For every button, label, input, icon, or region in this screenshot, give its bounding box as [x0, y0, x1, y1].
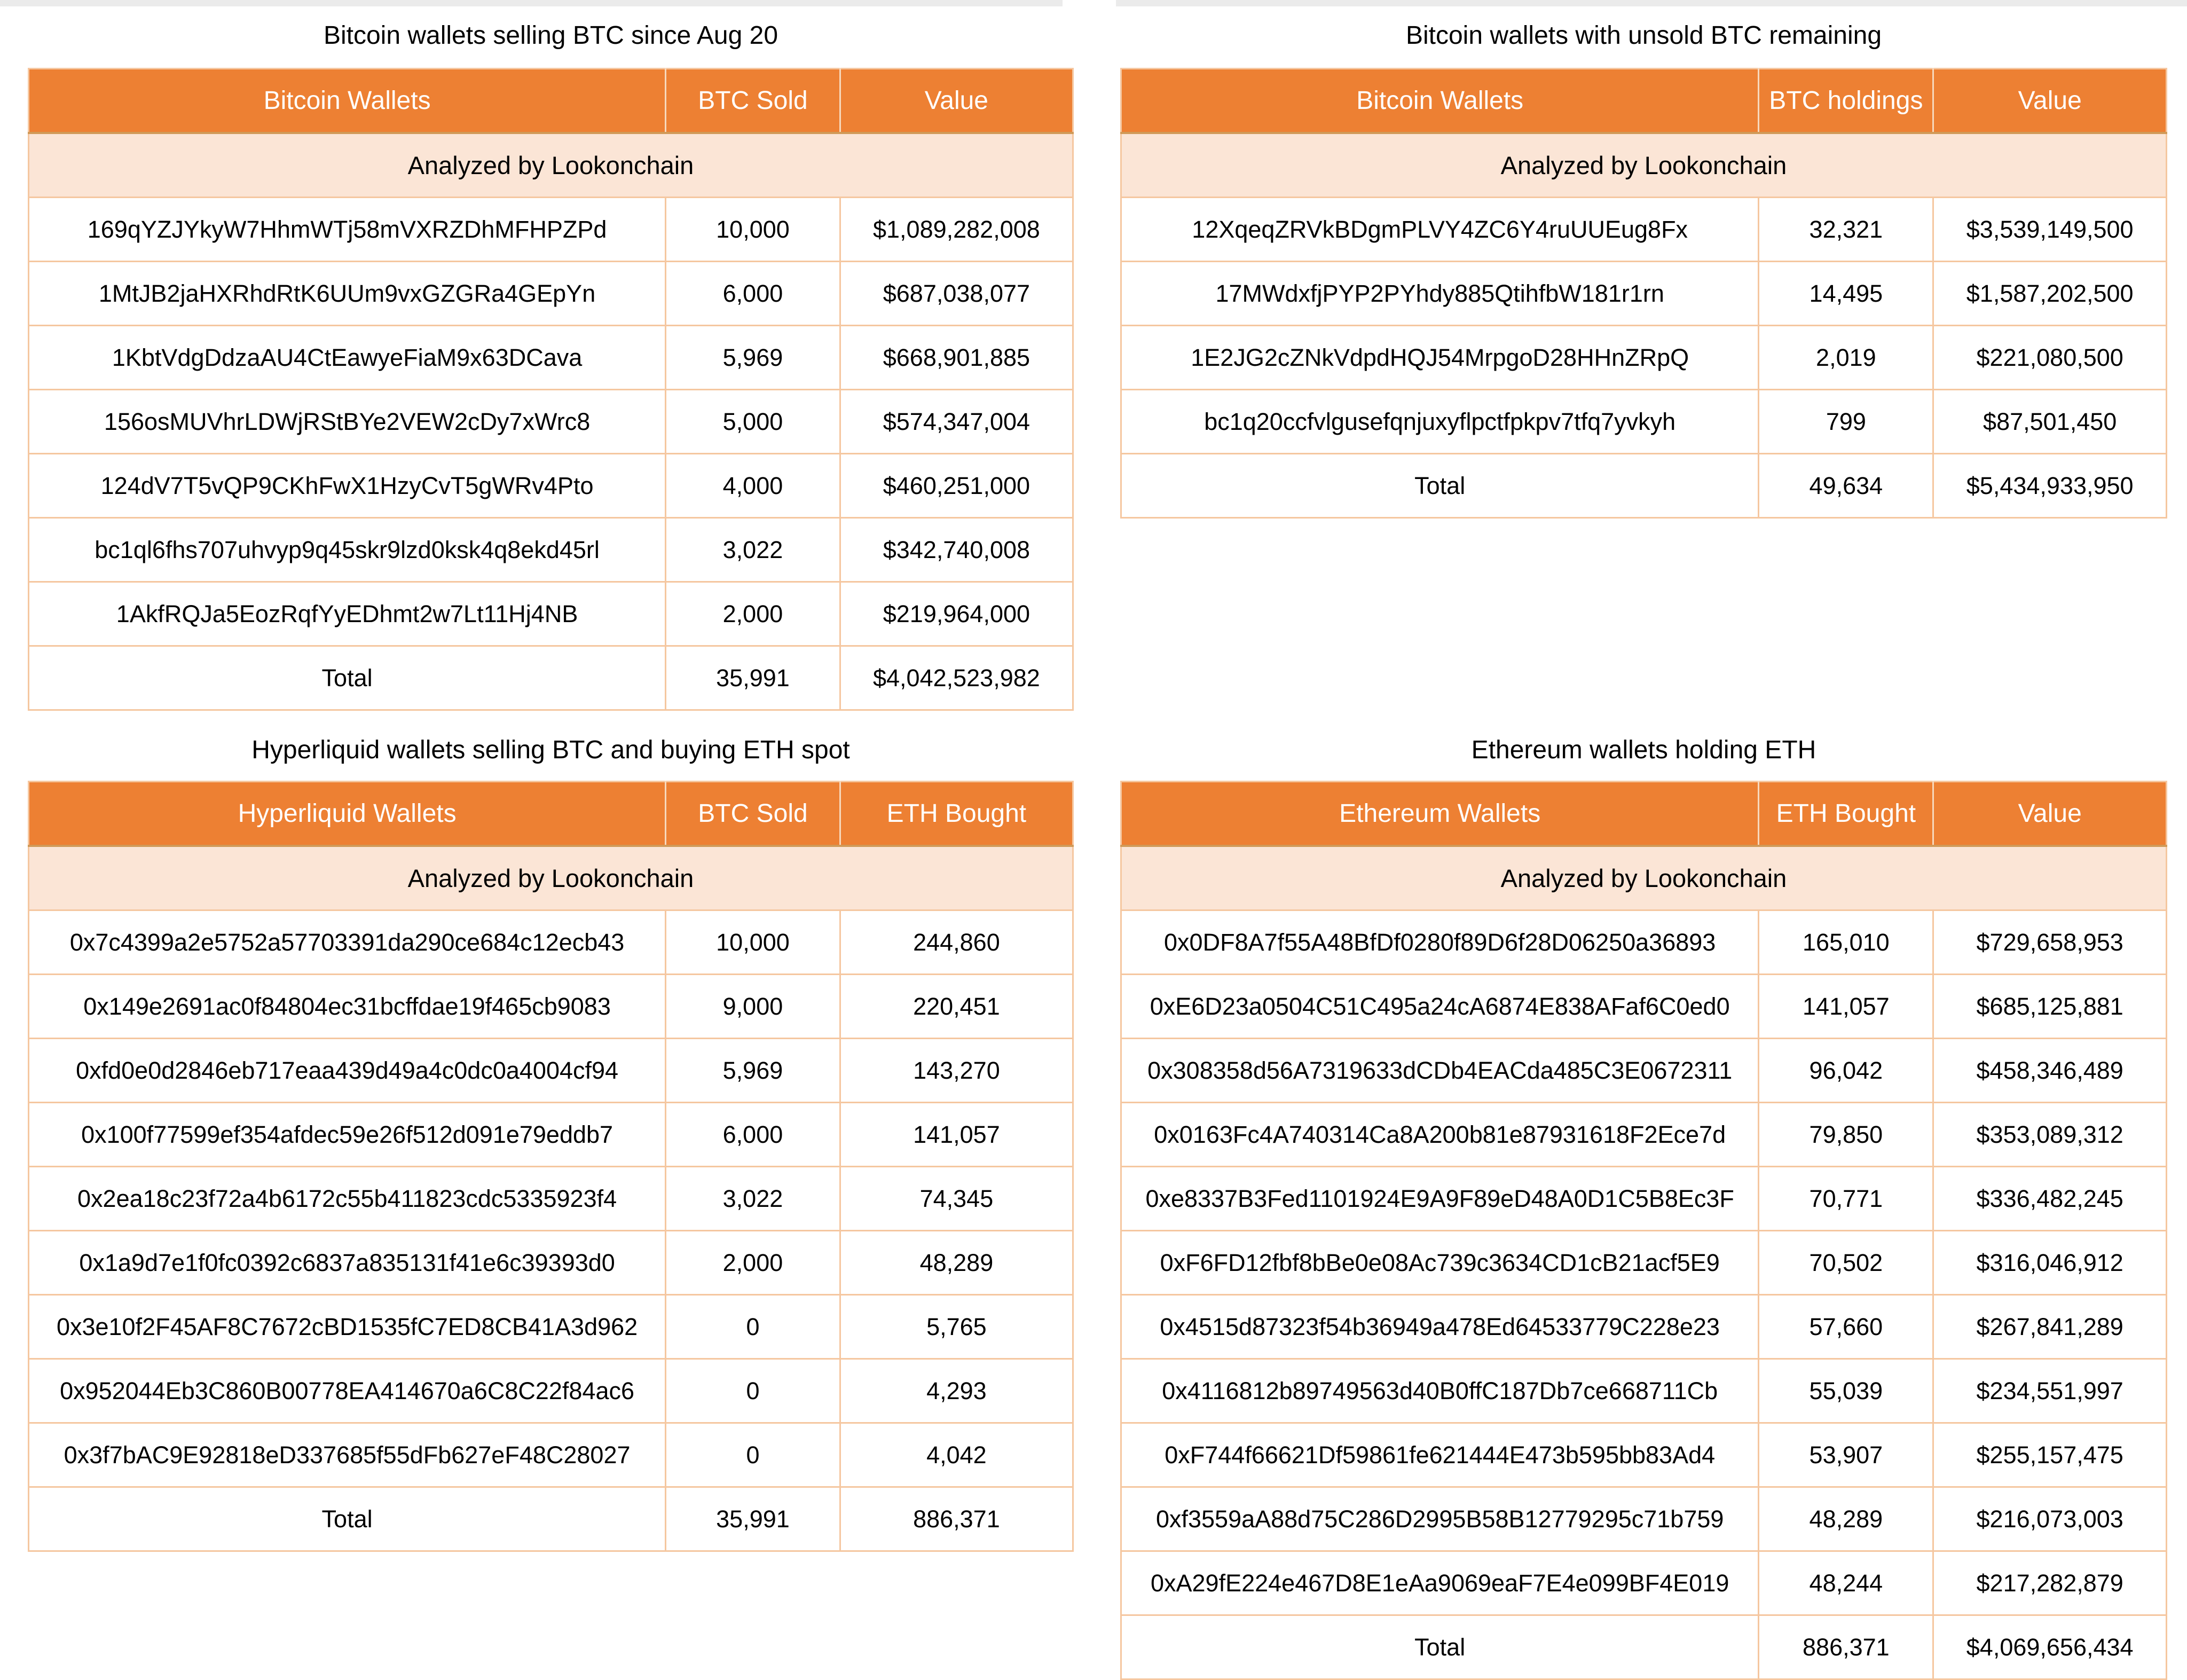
- wallet-address-cell: 0x2ea18c23f72a4b6172c55b411823cdc5335923f4: [29, 1167, 666, 1231]
- total-row: [29, 1487, 1073, 1551]
- total-value-cell: 49,634: [1759, 454, 1933, 518]
- value-cell: $221,080,500: [1933, 326, 2167, 390]
- table-row: [29, 582, 1073, 646]
- wallet-address-cell: 1MtJB2jaHXRhdRtK6UUm9vxGZGRa4GEpYn: [29, 262, 666, 326]
- amount-cell: 2,000: [666, 582, 840, 646]
- analyzed-by-label: Analyzed by Lookonchain: [1121, 133, 2167, 198]
- value-cell: 5,765: [840, 1295, 1073, 1359]
- table-row: [1121, 910, 2167, 975]
- column-header-value: Value: [1933, 782, 2167, 846]
- column-header-btc-sold: BTC Sold: [666, 69, 840, 134]
- amount-cell: 2,019: [1759, 326, 1933, 390]
- header-row: [29, 69, 1073, 134]
- table-row: [1121, 1423, 2167, 1487]
- value-cell: $316,046,912: [1933, 1231, 2167, 1295]
- wallet-address-cell: 156osMUVhrLDWjRStBYe2VEW2cDy7xWrc8: [29, 390, 666, 454]
- wallet-address-cell: 0x3e10f2F45AF8C7672cBD1535fC7ED8CB41A3d962: [29, 1295, 666, 1359]
- value-cell: 141,057: [840, 1103, 1073, 1167]
- table-row: [1121, 390, 2167, 454]
- analyzed-by-label: Analyzed by Lookonchain: [29, 133, 1073, 198]
- table-title-eth-holding: Ethereum wallets holding ETH: [1471, 736, 1816, 764]
- amount-cell: 96,042: [1759, 1039, 1933, 1103]
- wallet-address-cell: bc1q20ccfvlgusefqnjuxyflpctfpkpv7tfq7yvkyh: [1121, 390, 1759, 454]
- amount-cell: 70,502: [1759, 1231, 1933, 1295]
- amount-cell: 165,010: [1759, 910, 1933, 975]
- wallet-address-cell: 12XqeqZRVkBDgmPLVY4ZC6Y4ruUUEug8Fx: [1121, 198, 1759, 262]
- total-label-cell: Total: [1121, 1615, 1759, 1679]
- amount-cell: 5,969: [666, 326, 840, 390]
- table-row: [1121, 1167, 2167, 1231]
- table-row: [1121, 975, 2167, 1039]
- value-cell: $460,251,000: [840, 454, 1073, 518]
- table-row: [1121, 1039, 2167, 1103]
- amount-cell: 3,022: [666, 518, 840, 582]
- column-header-wallets: Bitcoin Wallets: [1121, 69, 1759, 134]
- analyzed-by-label: Analyzed by Lookonchain: [1121, 846, 2167, 910]
- amount-cell: 5,969: [666, 1039, 840, 1103]
- value-cell: $87,501,450: [1933, 390, 2167, 454]
- amount-cell: 10,000: [666, 910, 840, 975]
- wallet-address-cell: 0xF744f66621Df59861fe621444E473b595bb83Ad4: [1121, 1423, 1759, 1487]
- wallet-address-cell: 0xe8337B3Fed1101924E9A9F89eD48A0D1C5B8Ec3F: [1121, 1167, 1759, 1231]
- amount-cell: 48,289: [1759, 1487, 1933, 1551]
- table-row: [1121, 198, 2167, 262]
- table-row: [29, 390, 1073, 454]
- amount-cell: 0: [666, 1359, 840, 1423]
- value-cell: $3,539,149,500: [1933, 198, 2167, 262]
- value-cell: 244,860: [840, 910, 1073, 975]
- wallet-address-cell: 1KbtVdgDdzaAU4CtEawyeFiaM9x63DCava: [29, 326, 666, 390]
- value-cell: 143,270: [840, 1039, 1073, 1103]
- table-row: [29, 326, 1073, 390]
- header-row: [29, 782, 1073, 846]
- value-cell: 220,451: [840, 975, 1073, 1039]
- analyzed-by-label: Analyzed by Lookonchain: [29, 846, 1073, 910]
- table-row: [29, 1103, 1073, 1167]
- table-btc-unsold: [1120, 68, 2167, 519]
- header-row: [1121, 69, 2167, 134]
- total-value-cell: $4,042,523,982: [840, 646, 1073, 710]
- header-row: [1121, 782, 2167, 846]
- screenshot-top-edge-left: [0, 0, 1063, 6]
- wallet-address-cell: 0x0DF8A7f55A48BfDf0280f89D6f28D06250a36893: [1121, 910, 1759, 975]
- column-header-eth-bought: ETH Bought: [840, 782, 1073, 846]
- value-cell: 4,293: [840, 1359, 1073, 1423]
- table-title-btc-selling: Bitcoin wallets selling BTC since Aug 20: [323, 21, 778, 50]
- value-cell: $342,740,008: [840, 518, 1073, 582]
- wallet-address-cell: 0x100f77599ef354afdec59e26f512d091e79eddb7: [29, 1103, 666, 1167]
- column-header-btc-holdings: BTC holdings: [1759, 69, 1933, 134]
- value-cell: $668,901,885: [840, 326, 1073, 390]
- amount-cell: 48,244: [1759, 1551, 1933, 1615]
- value-cell: $219,964,000: [840, 582, 1073, 646]
- amount-cell: 0: [666, 1423, 840, 1487]
- total-value-cell: 35,991: [666, 646, 840, 710]
- wallet-address-cell: 0x0163Fc4A740314Ca8A200b81e87931618F2Ece7d: [1121, 1103, 1759, 1167]
- value-cell: $458,346,489: [1933, 1039, 2167, 1103]
- total-value-cell: 35,991: [666, 1487, 840, 1551]
- total-row: [1121, 1615, 2167, 1679]
- wallet-address-cell: 0x4116812b89749563d40B0ffC187Db7ce668711Cb: [1121, 1359, 1759, 1423]
- value-cell: $267,841,289: [1933, 1295, 2167, 1359]
- amount-cell: 57,660: [1759, 1295, 1933, 1359]
- value-cell: $336,482,245: [1933, 1167, 2167, 1231]
- amount-cell: 3,022: [666, 1167, 840, 1231]
- value-cell: $234,551,997: [1933, 1359, 2167, 1423]
- analyzed-by-row: [1121, 133, 2167, 198]
- table-row: [1121, 1487, 2167, 1551]
- amount-cell: 10,000: [666, 198, 840, 262]
- table-row: [1121, 1359, 2167, 1423]
- total-label-cell: Total: [29, 1487, 666, 1551]
- table-btc-selling: [28, 68, 1074, 711]
- amount-cell: 9,000: [666, 975, 840, 1039]
- table-title-btc-unsold: Bitcoin wallets with unsold BTC remaining: [1405, 21, 1882, 50]
- table-row: [1121, 1231, 2167, 1295]
- amount-cell: 70,771: [1759, 1167, 1933, 1231]
- table-row: [29, 1423, 1073, 1487]
- table-eth-holding: [1120, 781, 2167, 1680]
- column-header-wallets: Hyperliquid Wallets: [29, 782, 666, 846]
- amount-cell: 79,850: [1759, 1103, 1933, 1167]
- table-row: [1121, 262, 2167, 326]
- amount-cell: 6,000: [666, 1103, 840, 1167]
- amount-cell: 141,057: [1759, 975, 1933, 1039]
- table-row: [29, 975, 1073, 1039]
- value-cell: $729,658,953: [1933, 910, 2167, 975]
- column-header-wallets: Ethereum Wallets: [1121, 782, 1759, 846]
- amount-cell: 799: [1759, 390, 1933, 454]
- value-cell: $687,038,077: [840, 262, 1073, 326]
- column-header-value: Value: [840, 69, 1073, 134]
- wallet-address-cell: 124dV7T5vQP9CKhFwX1HzyCvT5gWRv4Pto: [29, 454, 666, 518]
- analyzed-by-row: [29, 133, 1073, 198]
- table-row: [29, 1295, 1073, 1359]
- wallet-address-cell: 0x149e2691ac0f84804ec31bcffdae19f465cb9083: [29, 975, 666, 1039]
- table-row: [29, 1167, 1073, 1231]
- wallet-address-cell: 0xfd0e0d2846eb717eaa439d49a4c0dc0a4004cf94: [29, 1039, 666, 1103]
- table-hyperliquid: [28, 781, 1074, 1552]
- amount-cell: 6,000: [666, 262, 840, 326]
- amount-cell: 2,000: [666, 1231, 840, 1295]
- wallet-address-cell: 0x308358d56A7319633dCDb4EACda485C3E0672311: [1121, 1039, 1759, 1103]
- total-value-cell: 886,371: [1759, 1615, 1933, 1679]
- wallet-address-cell: 0xF6FD12fbf8bBe0e08Ac739c3634CD1cB21acf5E9: [1121, 1231, 1759, 1295]
- analyzed-by-row: [29, 846, 1073, 910]
- value-cell: 4,042: [840, 1423, 1073, 1487]
- value-cell: $1,089,282,008: [840, 198, 1073, 262]
- table-row: [1121, 1295, 2167, 1359]
- wallet-address-cell: bc1ql6fhs707uhvyp9q45skr9lzd0ksk4q8ekd45rl: [29, 518, 666, 582]
- amount-cell: 4,000: [666, 454, 840, 518]
- amount-cell: 5,000: [666, 390, 840, 454]
- value-cell: $217,282,879: [1933, 1551, 2167, 1615]
- amount-cell: 0: [666, 1295, 840, 1359]
- table-row: [29, 198, 1073, 262]
- table-row: [29, 454, 1073, 518]
- value-cell: $255,157,475: [1933, 1423, 2167, 1487]
- value-cell: $685,125,881: [1933, 975, 2167, 1039]
- amount-cell: 14,495: [1759, 262, 1933, 326]
- total-value-cell: $5,434,933,950: [1933, 454, 2167, 518]
- value-cell: $216,073,003: [1933, 1487, 2167, 1551]
- table-row: [29, 1359, 1073, 1423]
- wallet-address-cell: 0xf3559aA88d75C286D2995B58B12779295c71b759: [1121, 1487, 1759, 1551]
- value-cell: $353,089,312: [1933, 1103, 2167, 1167]
- wallet-address-cell: 1AkfRQJa5EozRqfYyEDhmt2w7Lt11Hj4NB: [29, 582, 666, 646]
- table-row: [29, 1231, 1073, 1295]
- value-cell: 74,345: [840, 1167, 1073, 1231]
- wallet-address-cell: 0x952044Eb3C860B00778EA414670a6C8C22f84ac6: [29, 1359, 666, 1423]
- column-header-value: Value: [1933, 69, 2167, 134]
- screenshot-top-edge-right: [1116, 0, 2187, 6]
- table-row: [1121, 326, 2167, 390]
- column-header-wallets: Bitcoin Wallets: [29, 69, 666, 134]
- amount-cell: 55,039: [1759, 1359, 1933, 1423]
- column-header-btc-sold: BTC Sold: [666, 782, 840, 846]
- total-row: [29, 646, 1073, 710]
- wallet-address-cell: 1E2JG2cZNkVdpdHQJ54MrpgoD28HHnZRpQ: [1121, 326, 1759, 390]
- wallet-address-cell: 0x3f7bAC9E92818eD337685f55dFb627eF48C28027: [29, 1423, 666, 1487]
- wallet-address-cell: 169qYZJYkyW7HhmWTj58mVXRZDhMFHPZPd: [29, 198, 666, 262]
- wallet-address-cell: 17MWdxfjPYP2PYhdy885QtihfbW181r1rn: [1121, 262, 1759, 326]
- table-row: [29, 518, 1073, 582]
- amount-cell: 32,321: [1759, 198, 1933, 262]
- table-row: [29, 262, 1073, 326]
- wallet-address-cell: 0x4515d87323f54b36949a478Ed64533779C228e23: [1121, 1295, 1759, 1359]
- analyzed-by-row: [1121, 846, 2167, 910]
- total-label-cell: Total: [1121, 454, 1759, 518]
- total-label-cell: Total: [29, 646, 666, 710]
- table-row: [1121, 1103, 2167, 1167]
- wallet-address-cell: 0x7c4399a2e5752a57703391da290ce684c12ecb43: [29, 910, 666, 975]
- column-header-eth-bought: ETH Bought: [1759, 782, 1933, 846]
- wallet-address-cell: 0x1a9d7e1f0fc0392c6837a835131f41e6c39393d0: [29, 1231, 666, 1295]
- wallet-address-cell: 0xA29fE224e467D8E1eAa9069eaF7E4e099BF4E019: [1121, 1551, 1759, 1615]
- table-row: [29, 1039, 1073, 1103]
- value-cell: $1,587,202,500: [1933, 262, 2167, 326]
- total-row: [1121, 454, 2167, 518]
- total-value-cell: $4,069,656,434: [1933, 1615, 2167, 1679]
- table-row: [29, 910, 1073, 975]
- table-row: [1121, 1551, 2167, 1615]
- total-value-cell: 886,371: [840, 1487, 1073, 1551]
- wallet-address-cell: 0xE6D23a0504C51C495a24cA6874E838AFaf6C0ed0: [1121, 975, 1759, 1039]
- value-cell: $574,347,004: [840, 390, 1073, 454]
- amount-cell: 53,907: [1759, 1423, 1933, 1487]
- table-title-hyperliquid: Hyperliquid wallets selling BTC and buying ETH spot: [251, 736, 850, 764]
- value-cell: 48,289: [840, 1231, 1073, 1295]
